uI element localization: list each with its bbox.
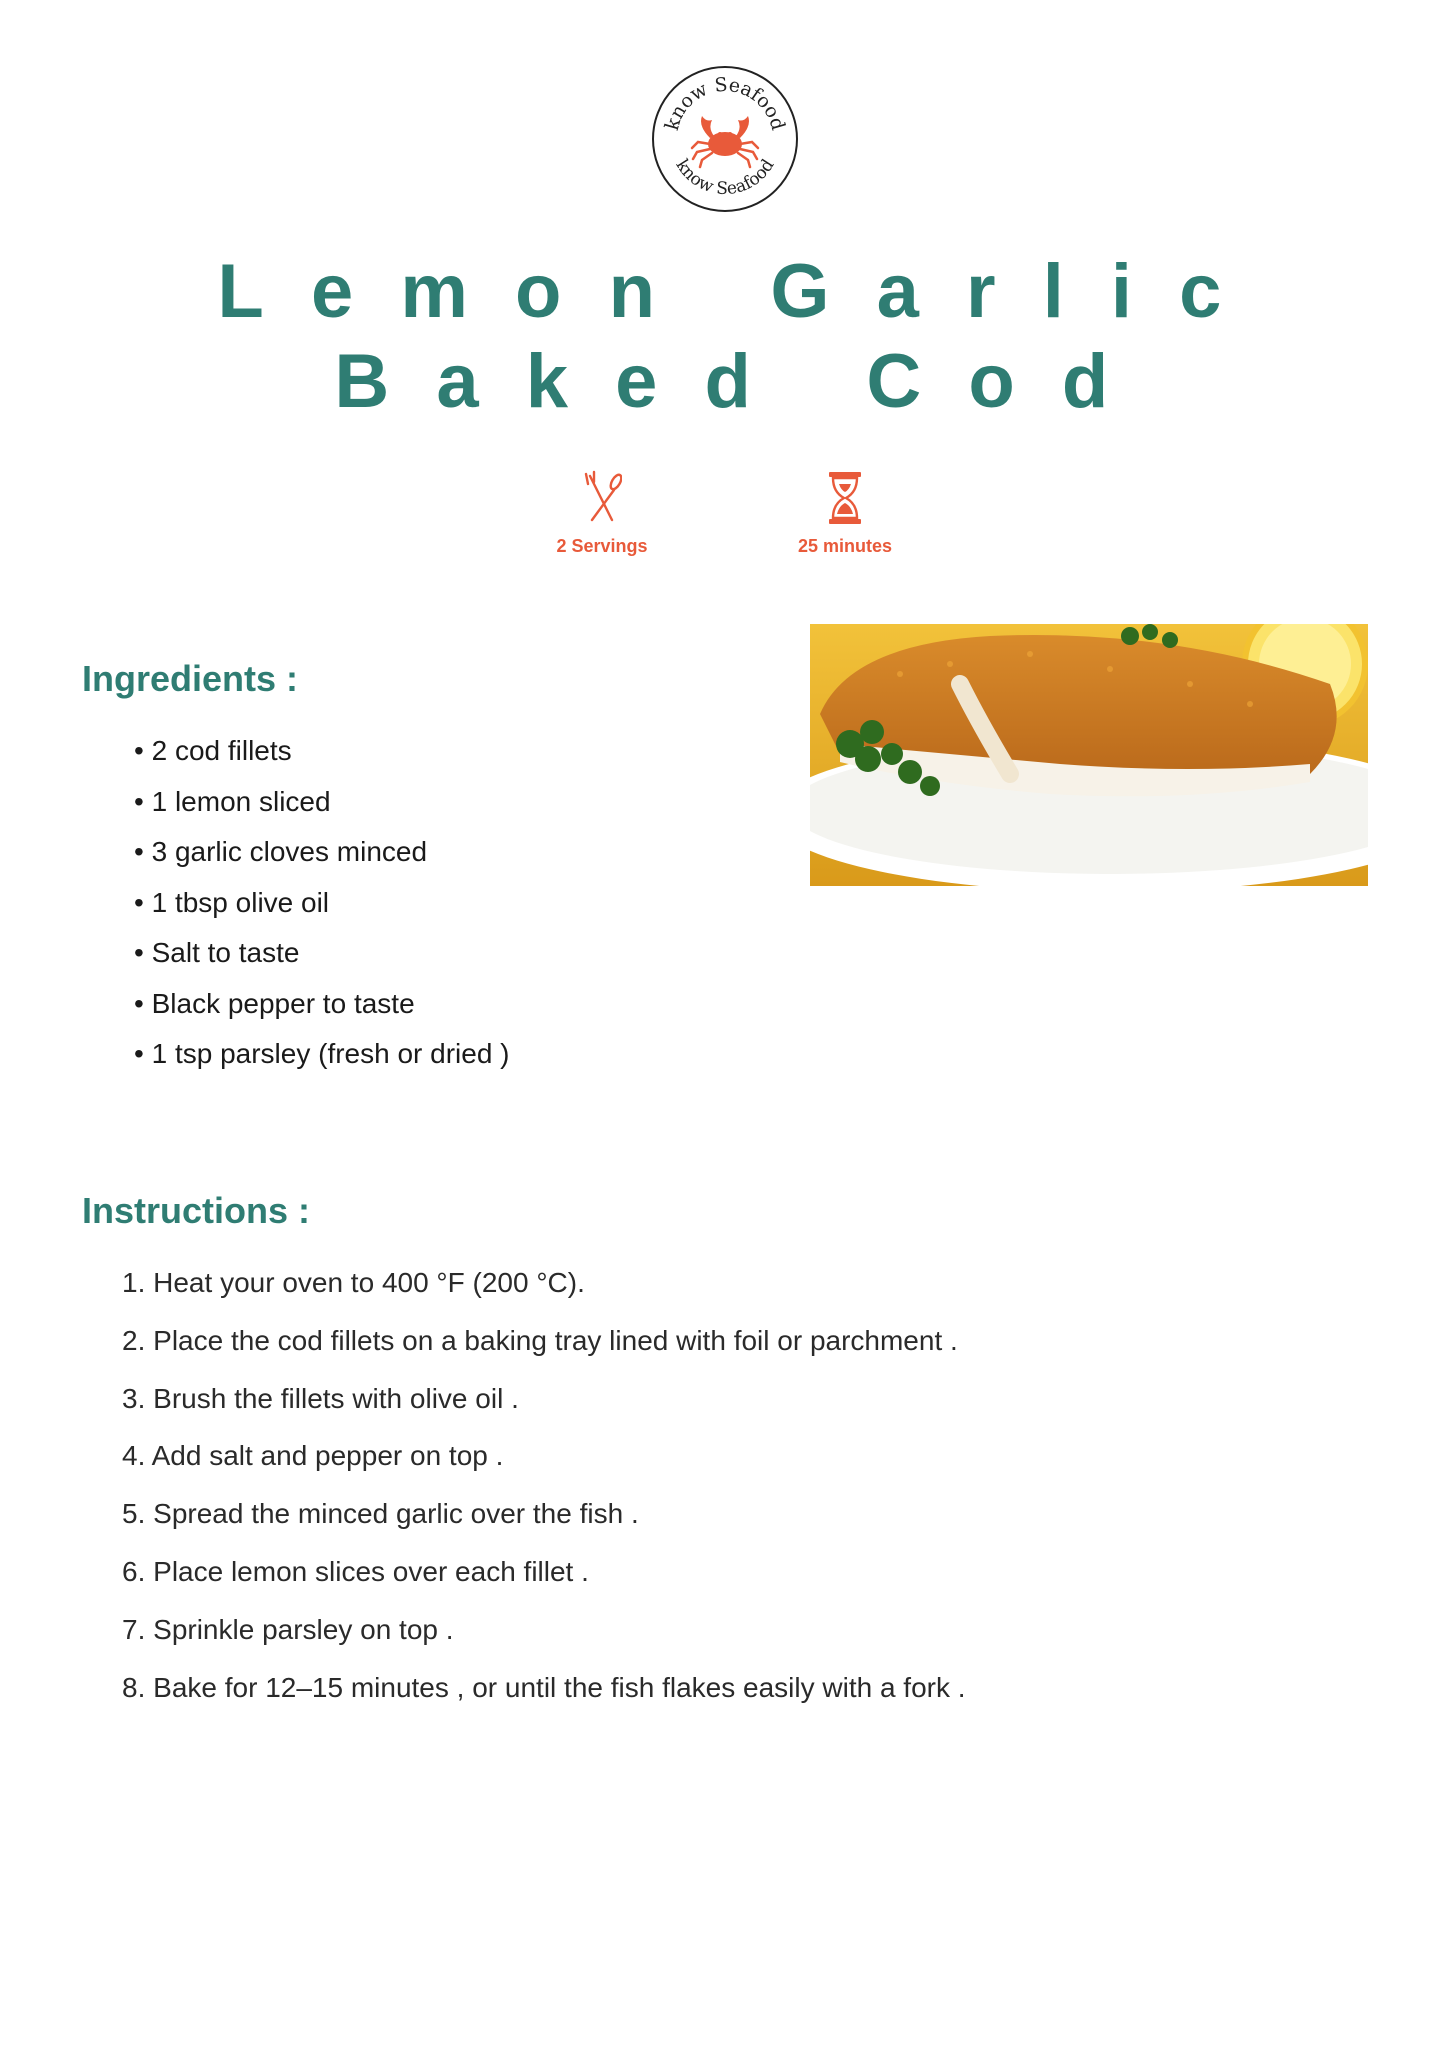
ingredient-item: • 1 lemon sliced <box>134 777 510 828</box>
baked-cod-photo <box>810 624 1368 886</box>
step-text: Sprinkle parsley on top . <box>153 1613 454 1645</box>
servings-label: 2 Servings <box>556 536 648 556</box>
instruction-step <box>122 1254 966 1312</box>
step-number: 2. <box>122 1324 146 1356</box>
instruction-step <box>122 1659 966 1717</box>
instruction-step <box>122 1370 966 1428</box>
instruction-step <box>122 1543 966 1601</box>
logo-badge <box>650 64 800 214</box>
instruction-step <box>122 1427 966 1485</box>
ingredients-heading: Ingredients : <box>82 658 299 699</box>
step-number: 7. <box>122 1613 146 1645</box>
recipe-title-line-1: Lemon Garlic <box>217 249 1269 334</box>
ingredient-item: • 1 tsp parsley (fresh or dried ) <box>134 1029 510 1080</box>
logo-text-bottom: know Seafood <box>671 155 779 200</box>
ingredient-item: • 1 tbsp olive oil <box>134 878 510 929</box>
ingredient-item: • 2 cod fillets <box>134 726 510 777</box>
logo-text-top: know Seafood <box>660 73 790 133</box>
step-number: 6. <box>122 1555 146 1587</box>
know-seafood-logo <box>650 64 800 214</box>
step-text: Bake for 12–15 minutes , or until the fish flakes easily with a fork . <box>153 1671 966 1703</box>
ingredients-list <box>134 726 510 1080</box>
step-text: Place lemon slices over each fillet . <box>153 1555 589 1587</box>
cook-time-label: 25 minutes <box>797 536 893 556</box>
step-text: Spread the minced garlic over the fish . <box>153 1498 639 1530</box>
recipe-title-line-2: Baked Cod <box>334 339 1156 424</box>
ingredient-item: • Salt to taste <box>134 928 510 979</box>
instructions-list <box>122 1254 966 1716</box>
step-number: 8. <box>122 1671 146 1703</box>
step-text: Heat your oven to 400 °F (200 °C). <box>153 1267 585 1298</box>
fork-spoon-icon <box>582 470 622 526</box>
step-number: 1. <box>122 1267 146 1298</box>
step-number: 4. <box>122 1440 146 1472</box>
servings-info <box>502 470 702 557</box>
step-text: Place the cod fillets on a baking tray lined with foil or parchment . <box>153 1324 958 1356</box>
instructions-heading: Instructions : <box>82 1190 311 1231</box>
baked-cod-illustration <box>810 624 1368 886</box>
instruction-step <box>122 1485 966 1543</box>
step-text: Brush the fillets with olive oil . <box>153 1382 519 1414</box>
step-number: 5. <box>122 1498 146 1530</box>
hourglass-icon <box>825 470 865 526</box>
step-text: Add salt and pepper on top . <box>151 1440 504 1472</box>
ingredient-item: • Black pepper to taste <box>134 979 510 1030</box>
ingredient-item: • 3 garlic cloves minced <box>134 827 510 878</box>
step-number: 3. <box>122 1382 146 1414</box>
instruction-step <box>122 1601 966 1659</box>
instruction-step <box>122 1312 966 1370</box>
cook-time-info <box>745 470 945 557</box>
